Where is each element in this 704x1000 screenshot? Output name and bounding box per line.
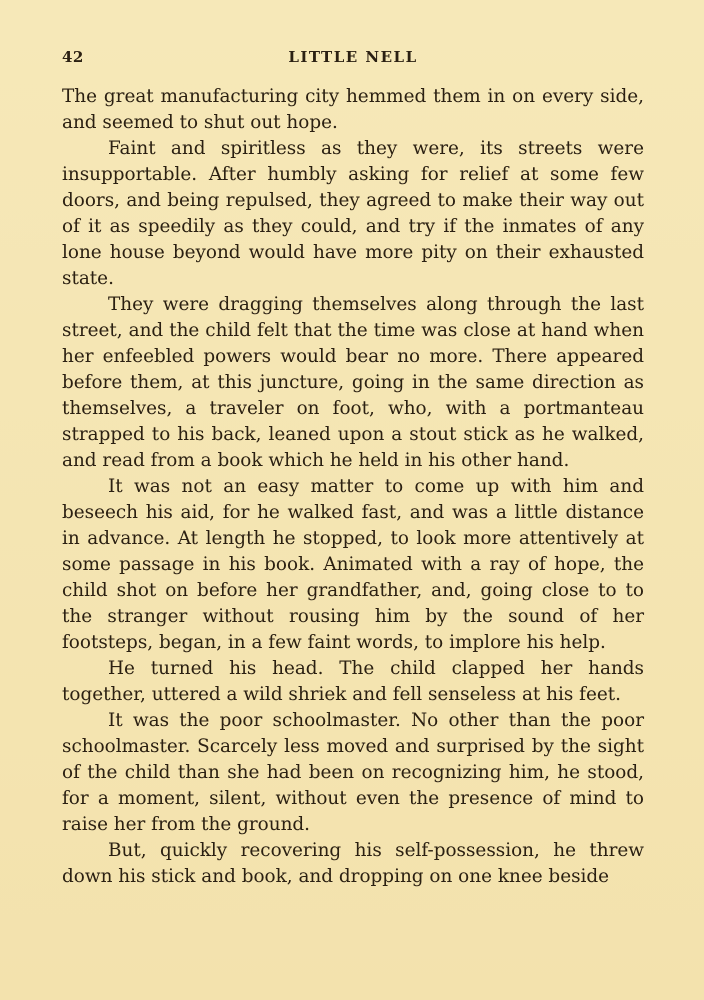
paragraph: He turned his head. The child clapped her hands together, uttered a wild shriek and fell senseless at his feet. (62, 658, 644, 705)
paragraph: They were dragging themselves along through the last street, and the child felt that the time was close at hand when her enfeebled powers would bear no more. There appeared before them, at this juncture, going in the same direction as themselves, a traveler on foot, who, with a portmanteau strapped to his back, leaned upon a stout stick as he walked, and read from a book which he held in his other hand. (62, 294, 644, 471)
running-title: LITTLE NELL (288, 48, 418, 66)
page-number: 42 (62, 48, 84, 66)
paragraph: But, quickly recovering his self-possession, he threw down his stick and book, and dropping on one knee beside (62, 840, 644, 887)
paragraph: The great manufacturing city hemmed them in on every side, and seemed to shut out hope. (62, 86, 644, 133)
running-head (62, 46, 644, 74)
paragraph: It was not an easy matter to come up with him and beseech his aid, for he walked fast, and was a little distance in advance. At length he stopped, to look more attentively at some passage in his book. Animated with a ray of hope, the child shot on before her grandfather, and, going close to to the stranger without rousing him by the sound of her footsteps, began, in a few faint words, to implore his help. (62, 476, 644, 653)
paragraph: Faint and spiritless as they were, its streets were insupportable. After humbly asking for relief at some few doors, and being repulsed, they agreed to make their way out of it as speedily as they could, and try if the inmates of any lone house beyond would have more pity on their exhausted state. (62, 138, 644, 289)
body-text (62, 84, 644, 890)
paragraph: It was the poor schoolmaster. No other than the poor schoolmaster. Scarcely less moved and surprised by the sight of the child than she had been on recognizing him, he stood, for a moment, silent, without even the presence of mind to raise her from the ground. (62, 710, 644, 835)
